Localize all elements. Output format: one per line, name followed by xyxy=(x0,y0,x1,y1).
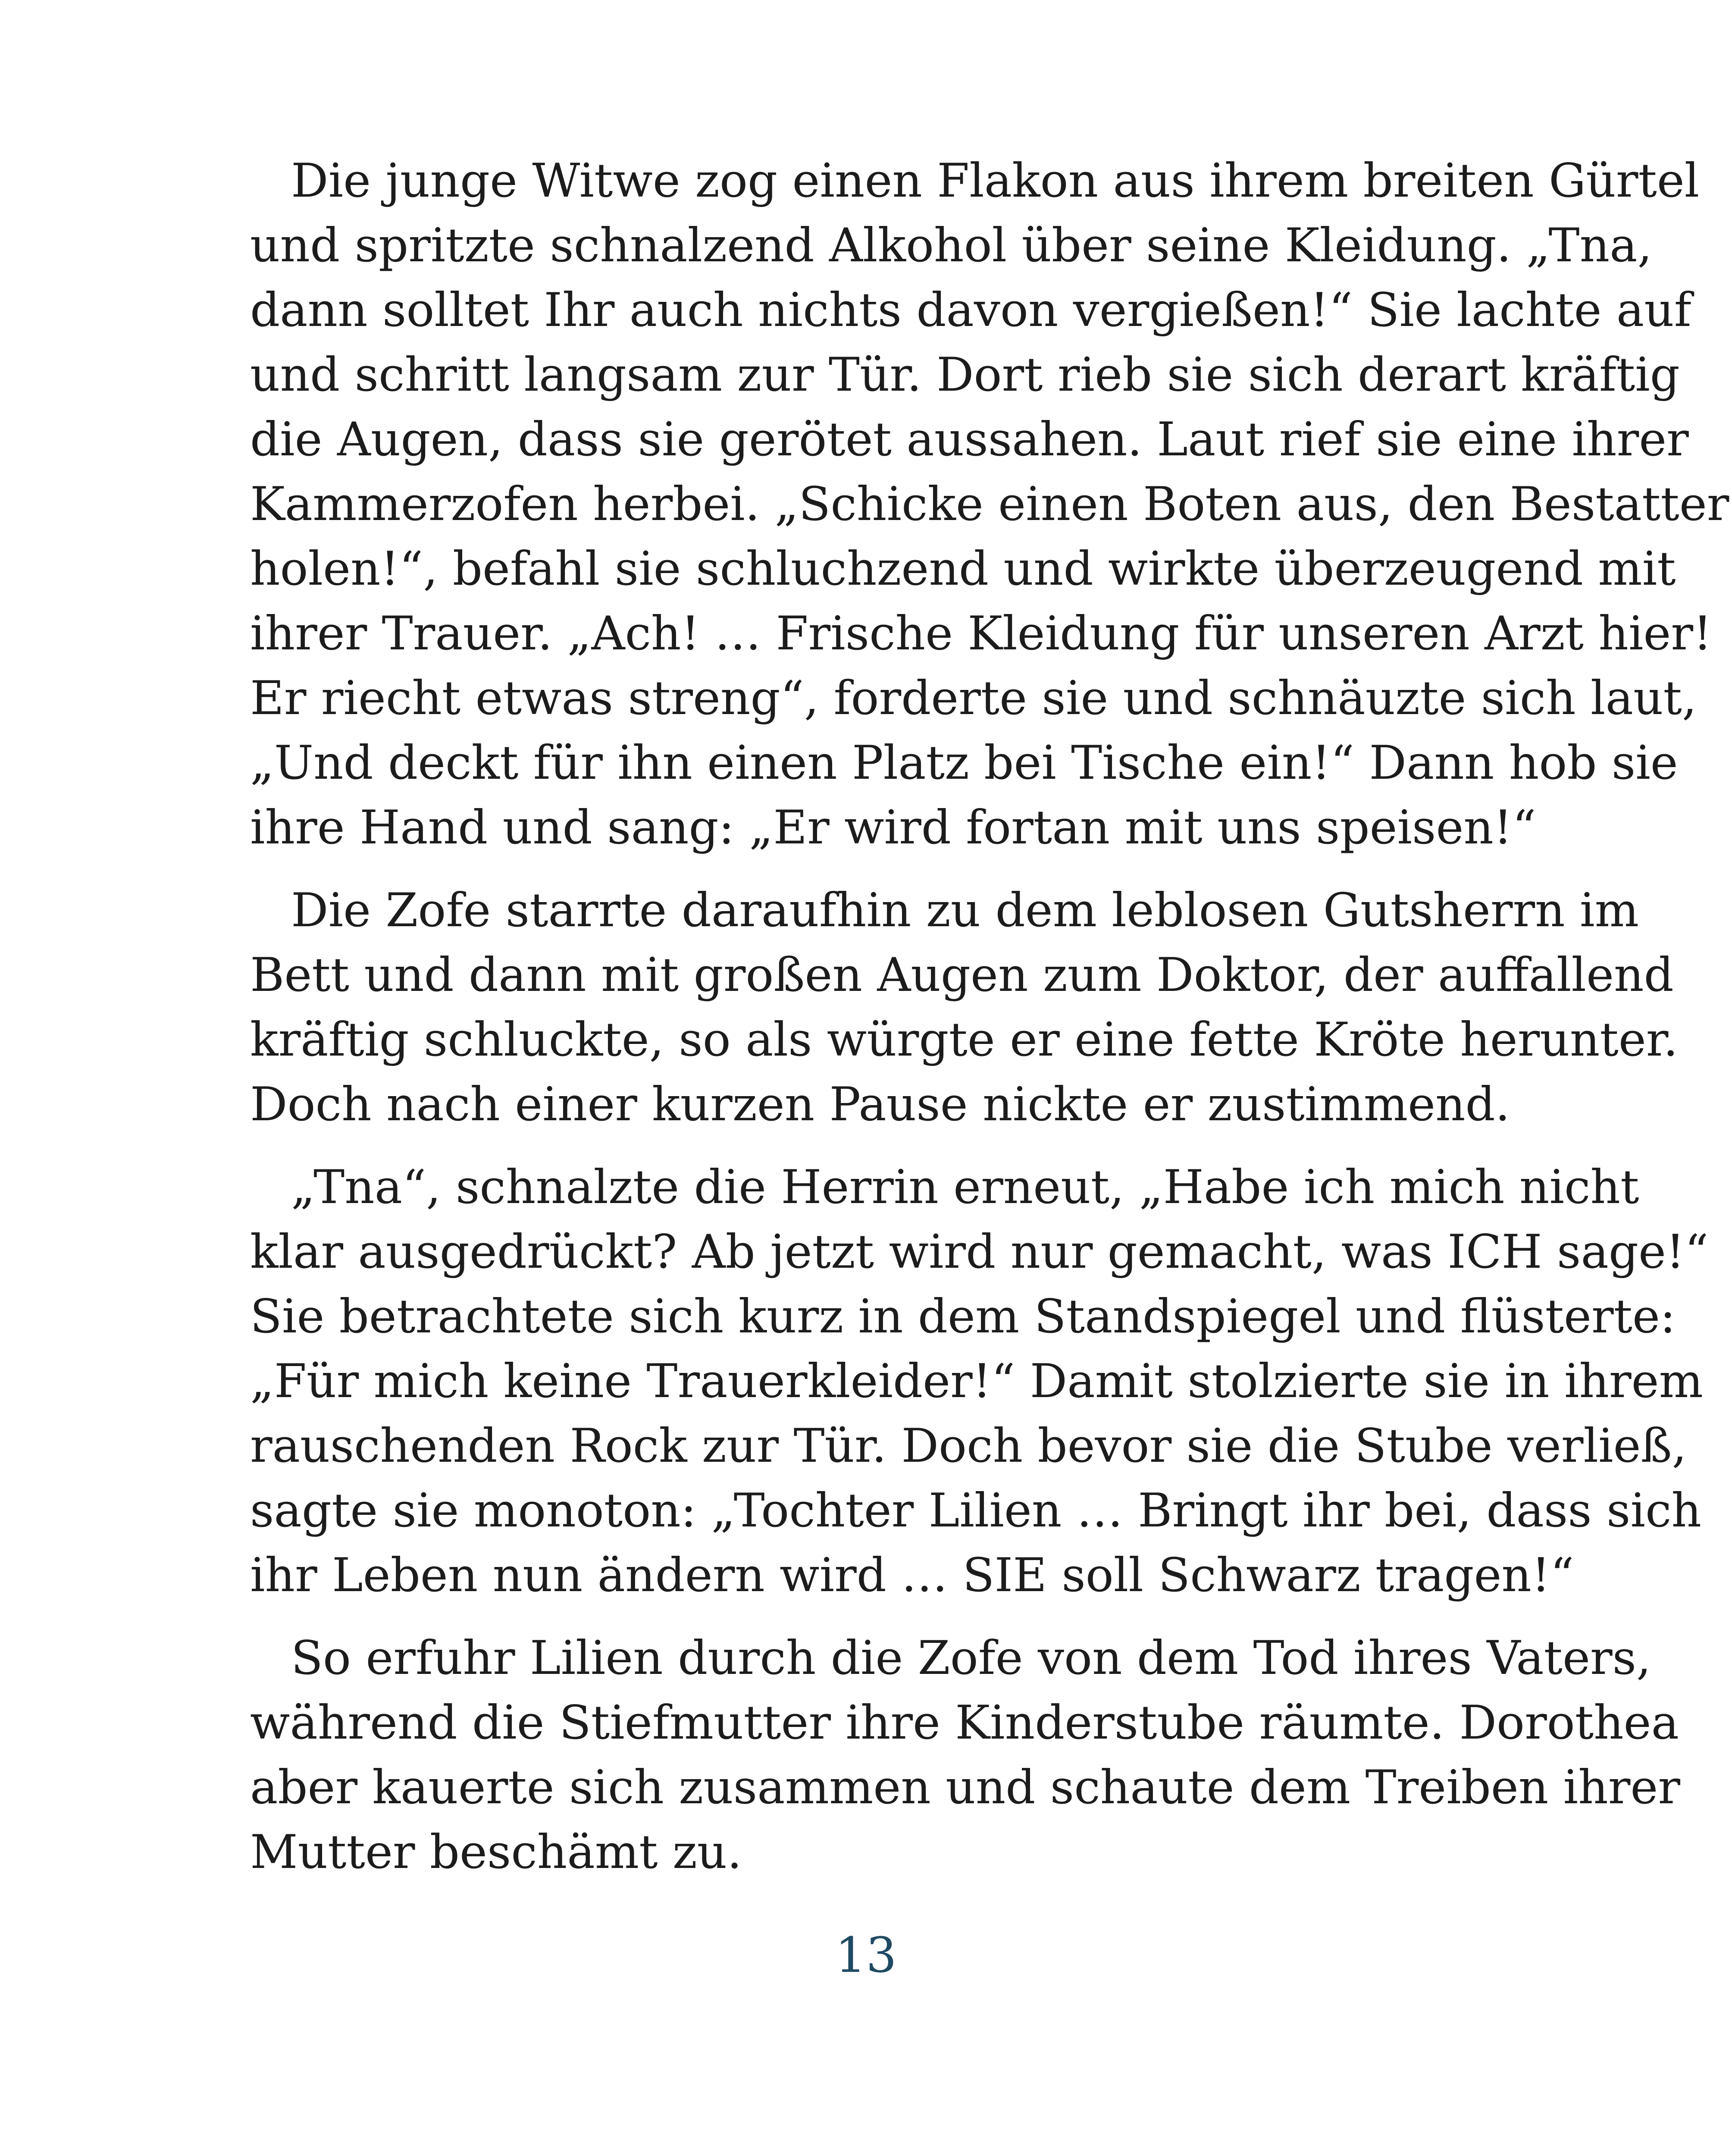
text-line: Kammerzofen herbei. „Schicke einen Boten aus, den Bestatter xyxy=(250,477,1729,531)
text-line: sagte sie monoton: „Tochter Lilien … Bringt ihr bei, dass sich xyxy=(250,1484,1702,1538)
text-line: und spritzte schnalzend Alkohol über seine Kleidung. „Tna, xyxy=(250,219,1652,273)
text-line: Bett und dann mit großen Augen zum Doktor, der auffallend xyxy=(250,948,1674,1002)
text-line: ihr Leben nun ändern wird … SIE soll Schwarz tragen!“ xyxy=(250,1548,1574,1602)
text-line: Die junge Witwe zog einen Flakon aus ihrem breiten Gürtel xyxy=(291,154,1700,208)
paragraph xyxy=(250,149,1729,860)
text-line: während die Stiefmutter ihre Kinderstube räumte. Dorothea xyxy=(250,1696,1679,1750)
text-line: Er riecht etwas streng“, forderte sie und schnäuzte sich laut, xyxy=(250,671,1697,725)
text-line: Sie betrachtete sich kurz in dem Standspiegel und flüsterte: xyxy=(250,1290,1676,1344)
text-line: „Für mich keine Trauerkleider!“ Damit stolzierte sie in ihrem xyxy=(250,1354,1703,1408)
text-line: kräftig schluckte, so als würgte er eine fette Kröte herunter. xyxy=(250,1013,1678,1067)
text-line: „Und deckt für ihn einen Platz bei Tische ein!“ Dann hob sie xyxy=(250,736,1678,790)
text-line: rauschenden Rock zur Tür. Doch bevor sie die Stube verließ, xyxy=(250,1419,1687,1473)
paragraph xyxy=(250,1155,1709,1608)
paragraph xyxy=(250,878,1678,1137)
text-line: die Augen, dass sie gerötet aussahen. Laut rief sie eine ihrer xyxy=(250,413,1689,467)
body-text xyxy=(250,149,1729,1903)
text-line: Die Zofe starrte daraufhin zu dem leblosen Gutsherrn im xyxy=(291,884,1639,937)
text-line: So erfuhr Lilien durch die Zofe von dem Tod ihres Vaters, xyxy=(291,1631,1651,1685)
page-number: 13 xyxy=(835,1927,897,1984)
text-line: ihre Hand und sang: „Er wird fortan mit uns speisen!“ xyxy=(250,801,1536,855)
text-line: Doch nach einer kurzen Pause nickte er zustimmend. xyxy=(250,1078,1510,1131)
text-line: aber kauerte sich zusammen und schaute dem Treiben ihrer xyxy=(250,1761,1680,1814)
text-line: Mutter beschämt zu. xyxy=(250,1825,742,1879)
paragraph xyxy=(250,1626,1680,1885)
text-line: „Tna“, schnalzte die Herrin erneut, „Habe ich mich nicht xyxy=(291,1160,1639,1214)
text-line: dann solltet Ihr auch nichts davon vergießen!“ Sie lachte auf xyxy=(250,283,1691,337)
text-line: klar ausgedrückt? Ab jetzt wird nur gemacht, was ICH sage!“ xyxy=(250,1225,1709,1279)
text-line: und schritt langsam zur Tür. Dort rieb sie sich derart kräftig xyxy=(250,348,1680,402)
text-line: ihrer Trauer. „Ach! … Frische Kleidung für unseren Arzt hier! xyxy=(250,607,1712,661)
text-line: holen!“, befahl sie schluchzend und wirkte überzeugend mit xyxy=(250,542,1676,596)
